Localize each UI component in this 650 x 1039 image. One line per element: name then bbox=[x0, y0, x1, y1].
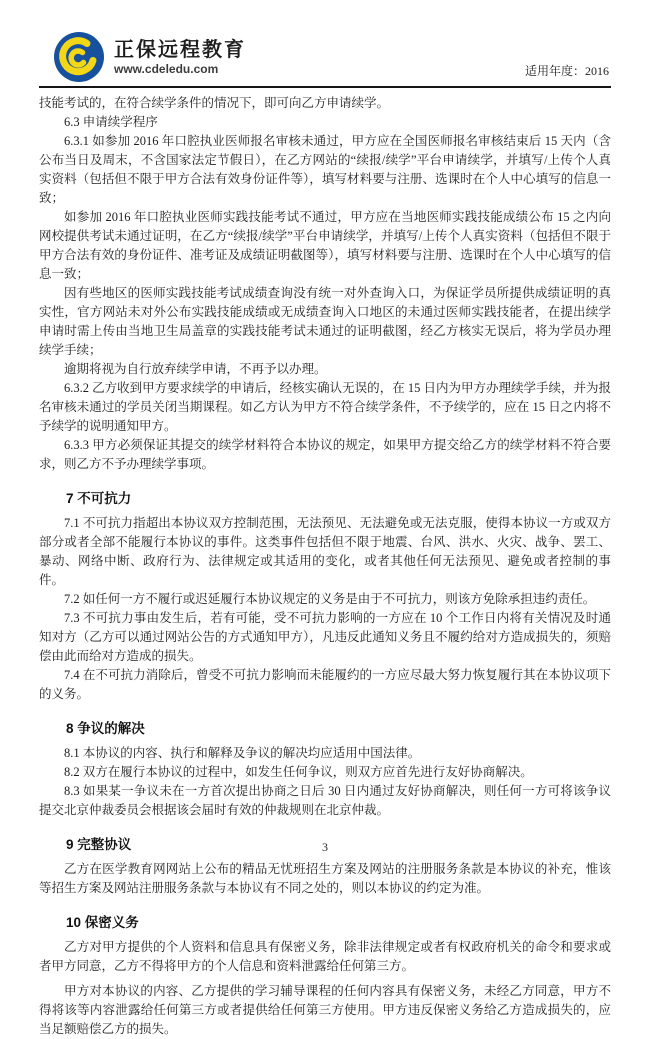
paragraph: 8.1 本协议的内容、执行和解释及争议的解决均应适用中国法律。 bbox=[64, 746, 421, 760]
paragraph: 8.2 双方在履行本协议的过程中，如发生任何争议，则双方应首先进行友好协商解决。 bbox=[64, 765, 533, 779]
paragraph: 7.4 在不可抗力消除后，曾受不可抗力影响而未能履约的一方应尽最大努力恢复履行其在本协议项下的义务。 bbox=[39, 668, 611, 701]
paragraph: 因有些地区的医师实践技能考试成绩查询没有统一对外查询入口，为保证学员所提供成绩证明的真实性，官方网站未对外公布实践技能成绩或无成绩查询入口地区的未通过医师实践技能者，在提出续学申请时需上传由当地卫生局盖章的实践技能考试未通过的证明截图，经乙方核实无误后，将为学员办理续学手续； bbox=[39, 286, 611, 357]
section-heading: 9 完整协议 bbox=[66, 837, 132, 852]
paragraph: 如参加 2016 年口腔执业医师实践技能考试不通过，甲方应在当地医师实践技能成绩公布 15 之内向网校提供考试未通过证明，在乙方“续报/续学”平台申请续学，并填写/上传个人真实资料（包括但不限于甲方合法有效的身份证件、准考证及成绩证明截图等），填写材料要与注册、选课时在个人中心填写的信息一致； bbox=[39, 210, 611, 281]
brand-logo bbox=[53, 31, 246, 83]
paragraph: 技能考试的，在符合续学条件的情况下，即可向乙方申请续学。 bbox=[39, 96, 390, 110]
section-heading: 7 不可抗力 bbox=[66, 491, 132, 506]
document-footer bbox=[0, 838, 650, 856]
paragraph: 6.3.3 甲方必须保证其提交的续学材料符合本协议的规定，如果甲方提交给乙方的续学材料不符合要求，则乙方不予办理续学事项。 bbox=[39, 438, 611, 471]
brand-website: www.cdeledu.com bbox=[114, 61, 219, 76]
globe-swirl-icon bbox=[53, 31, 105, 83]
paragraph: 8.3 如果某一争议未在一方首次提出协商之日后 30 日内通过友好协商解决，则任何一方可将该争议提交北京仲裁委员会根据该会届时有效的仲裁规则在北京仲裁。 bbox=[39, 784, 611, 817]
paragraph: 6.3.2 乙方收到甲方要求续学的申请后，经核实确认无误的，在 15 日内为甲方办理续学手续，并为报名审核未通过的学员关闭当期课程。如乙方认为甲方不符合续学条件，不予续学的，应在 15 日之内将不予续学的说明通知甲方。 bbox=[39, 381, 611, 433]
brand-text bbox=[114, 38, 246, 77]
paragraph: 7.2 如任何一方不履行或迟延履行本协议规定的义务是由于不可抗力，则该方免除承担违约责任。 bbox=[64, 592, 596, 606]
paragraph: 乙方对甲方提供的个人资料和信息具有保密义务，除非法律规定或者有权政府机关的命令和要求或者甲方同意，乙方不得将甲方的个人信息和资料泄露给任何第三方。 bbox=[39, 940, 611, 973]
paragraph: 7.1 不可抗力指超出本协议双方控制范围，无法预见、无法避免或无法克服，使得本协议一方或双方部分或者全部不能履行本协议的事件。这类事件包括但不限于地震、台风、洪水、火灾、战争、罢工、暴动、网络中断、政府行为、法律规定或其适用的变化，或者其他任何无法预见、避免或者控制的事件。 bbox=[39, 516, 611, 587]
paragraph: 乙方在医学教育网网站上公布的精品无忧班招生方案及网站的注册服务条款是本协议的补充，惟该等招生方案及网站注册服务条款与本协议有不同之处的，则以本协议的约定为准。 bbox=[39, 862, 611, 895]
section-heading: 10 保密义务 bbox=[66, 915, 139, 930]
document-header bbox=[39, 0, 611, 88]
paragraph: 甲方对本协议的内容、乙方提供的学习辅导课程的任何内容具有保密义务，未经乙方同意，甲方不得将该等内容泄露给任何第三方或者提供给任何第三方使用。甲方违反保密义务给乙方造成损失的，应当足额赔偿乙方的损失。 bbox=[39, 984, 611, 1036]
document-body bbox=[39, 88, 611, 1039]
paragraph: 6.3 申请续学程序 bbox=[64, 115, 158, 129]
page-number: 3 bbox=[322, 840, 328, 854]
brand-name: 正保远程教育 bbox=[114, 38, 246, 61]
paragraph: 逾期将视为自行放弃续学申请，不再予以办理。 bbox=[64, 362, 327, 376]
section-heading: 8 争议的解决 bbox=[66, 721, 145, 736]
paragraph: 7.3 不可抗力事由发生后，若有可能，受不可抗力影响的一方应在 10 个工作日内将有关情况及时通知对方（乙方可以通过网站公告的方式通知甲方），凡违反此通知义务且不履约给对方造成损失的，须赔偿由此而给对方造成的损失。 bbox=[39, 611, 611, 663]
paragraph: 6.3.1 如参加 2016 年口腔执业医师报名审核未通过，甲方应在全国医师报名审核结束后 15 天内（含公布当日及周末，不含国家法定节假日），在乙方网站的“续报/续学”平台申请续学，并填写/上传个人真实资料（包括但不限于甲方合法有效身份证件等），填写材料要与注册、选课时在个人中心填写的信息一致； bbox=[39, 134, 611, 205]
applicable-year-label: 适用年度：2016 bbox=[524, 64, 609, 78]
